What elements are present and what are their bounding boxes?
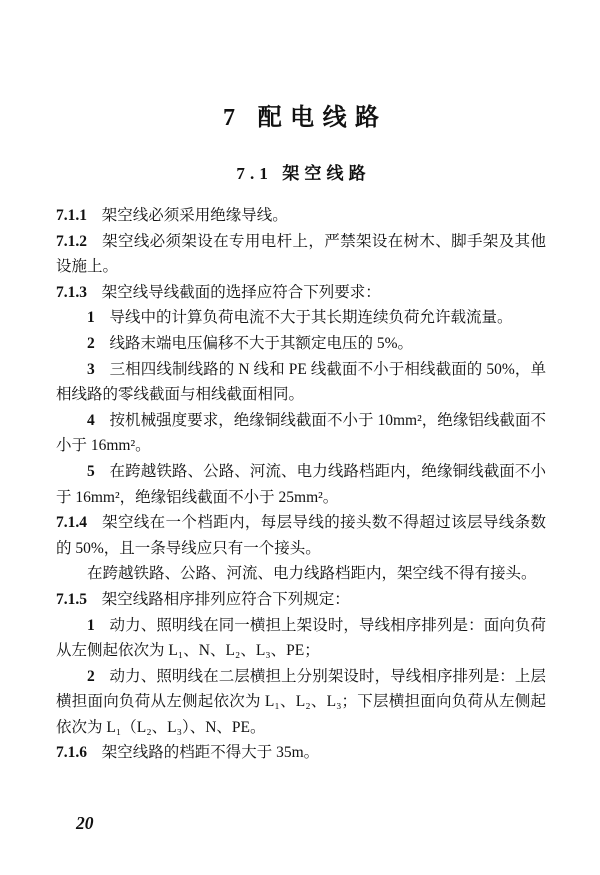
- item-number: 1: [87, 616, 95, 634]
- clause-number: 7.1.3: [56, 283, 87, 301]
- item-text: 动力、照明线在同一横担上架设时，导线相序排列是：面向负荷从左侧起依次为 L₁、N、L₂、L₃、PE；: [56, 616, 546, 660]
- clause-number: 7.1.5: [56, 590, 87, 608]
- item-text: 动力、照明线在二层横担上分别架设时，导线相序排列是：上层横担面向负荷从左侧起依次为 L₁、L₂、L₃；下层横担面向负荷从左侧起依次为 L₁（L₂、L₃）、N、PE。: [56, 667, 546, 736]
- clause-7-1-3-item-2: [56, 331, 546, 357]
- clause-7-1-5: [56, 587, 546, 613]
- clause-7-1-3-item-5: [56, 459, 546, 510]
- item-number: 3: [87, 360, 95, 378]
- item-number: 2: [87, 334, 95, 352]
- clause-7-1-2: [56, 229, 546, 280]
- clause-number: 7.1.2: [56, 232, 87, 250]
- item-text: 三相四线制线路的 N 线和 PE 线截面不小于相线截面的 50%，单相线路的零线截面与相线截面相同。: [56, 360, 546, 404]
- item-text: 在跨越铁路、公路、河流、电力线路档距内，架空线不得有接头。: [87, 565, 537, 583]
- item-text: 按机械强度要求，绝缘铜线截面不小于 10mm²，绝缘铝线截面不小于 16mm²。: [56, 411, 546, 455]
- clause-7-1-6: [56, 740, 546, 766]
- item-text: 导线中的计算负荷电流不大于其长期连续负荷允许载流量。: [109, 309, 513, 327]
- clause-7-1-4-continuation: [56, 561, 546, 587]
- item-number: 4: [87, 411, 95, 429]
- clause-number: 7.1.1: [56, 207, 87, 224]
- item-text: 线路末端电压偏移不大于其额定电压的 5%。: [109, 334, 414, 352]
- clause-number: 7.1.4: [56, 514, 87, 532]
- clause-text: 架空线必须采用绝缘导线。: [101, 207, 288, 224]
- clause-text: 架空线必须架设在专用电杆上，严禁架设在树木、脚手架及其他设施上。: [56, 232, 546, 276]
- clause-7-1-1: [56, 203, 546, 229]
- item-text: 在跨越铁路、公路、河流、电力线路档距内，绝缘铜线截面不小于 16mm²，绝缘铝线截面不小于 25mm²。: [56, 462, 546, 506]
- clause-7-1-4: [56, 510, 546, 561]
- clause-text: 架空线路的档距不得大于 35m。: [101, 744, 320, 762]
- page-number: 20: [76, 813, 94, 833]
- item-number: 5: [87, 462, 95, 480]
- clause-7-1-5-item-1: [56, 613, 546, 664]
- clause-7-1-3-item-4: [56, 408, 546, 459]
- chapter-title: 7 配电线路: [222, 105, 388, 131]
- item-number: 2: [87, 667, 95, 685]
- clause-7-1-3-item-3: [56, 357, 546, 408]
- clause-text: 架空线导线截面的选择应符合下列要求：: [101, 283, 381, 301]
- clause-7-1-5-item-2: [56, 664, 546, 741]
- clause-7-1-3-item-1: [56, 305, 546, 331]
- clause-text: 架空线在一个档距内，每层导线的接头数不得超过该层导线条数的 50%，且一条导线应只有一个接头。: [56, 514, 546, 557]
- item-number: 1: [87, 309, 95, 327]
- body-text: [56, 203, 546, 766]
- section-title: 7.1 架空线路: [236, 164, 371, 183]
- clause-number: 7.1.6: [56, 744, 87, 762]
- clause-7-1-3: [56, 280, 546, 306]
- clause-text: 架空线路相序排列应符合下列规定：: [101, 590, 350, 608]
